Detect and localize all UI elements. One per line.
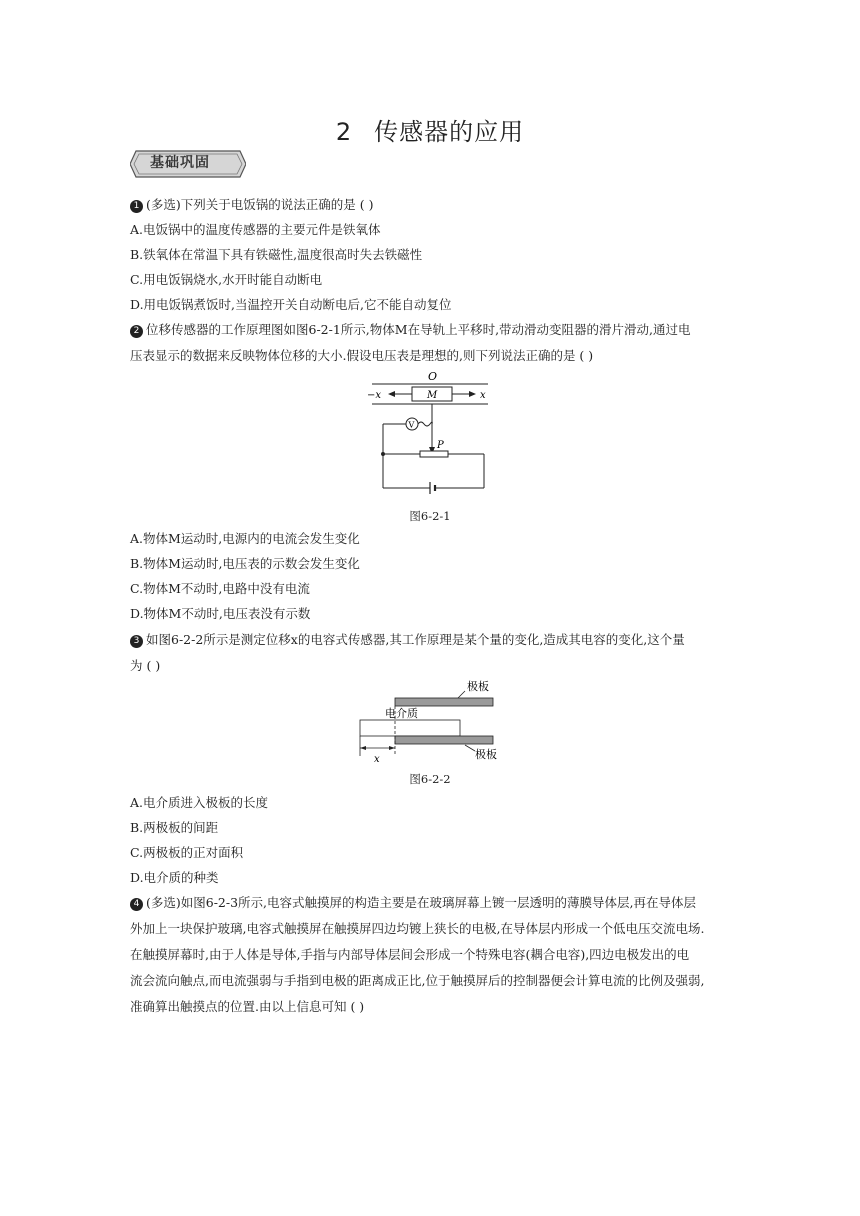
arrow-right-head (469, 391, 476, 397)
section-number: 2 (335, 118, 353, 146)
arrow-left-head (388, 391, 395, 397)
q1-option-c: C.用电饭锅烧水,水开时能自动断电 (130, 272, 323, 287)
section-banner-label: 基础巩固 (150, 155, 210, 171)
figure-6-2-1-caption: 图6-2-1 (409, 509, 451, 523)
question-number-badge: 3 (130, 635, 143, 648)
q4-line4: 流会流向触点,而电流强弱与手指到电极的距离成正比,位于触摸屏后的控制器便会计算电流的比例及强弱, (130, 973, 705, 988)
label-P: P (437, 440, 444, 451)
label-neg-x: −x (367, 390, 382, 401)
page-title (0, 112, 860, 147)
q2-option-c: C.物体M不动时,电路中没有电流 (130, 581, 310, 596)
label-dielectric: 电介质 (385, 707, 418, 720)
label-x: x (480, 390, 486, 401)
label-V: V (408, 420, 415, 430)
label-plate-top: 极板 (467, 680, 489, 693)
q4-line1 (130, 894, 696, 912)
question-number-badge: 2 (130, 325, 143, 338)
q3-option-c: C.两极板的正对面积 (130, 845, 244, 860)
q2-option-b: B.物体M运动时,电压表的示数会发生变化 (130, 556, 360, 571)
q3-stem-text: 如图6-2-2所示是测定位移x的电容式传感器,其工作原理是某个量的变化,造成其电容的变化,这个量 (146, 632, 685, 647)
q3-option-d: D.电介质的种类 (130, 870, 219, 885)
voltmeter-wire (418, 422, 432, 426)
question-number-badge: 4 (130, 898, 143, 911)
q2-stem-line2: 压表显示的数据来反映物体位移的大小.假设电压表是理想的,则下列说法正确的是 ( ) (130, 348, 594, 363)
q1-stem-text: (多选)下列关于电饭锅的说法正确的是 ( ) (146, 197, 374, 212)
q1-stem (130, 196, 373, 214)
rheostat (420, 451, 448, 457)
q1-option-d: D.用电饭锅煮饭时,当温控开关自动断电后,它不能自动复位 (130, 297, 452, 312)
q3-stem-line2: 为 ( ) (130, 658, 161, 673)
q2-option-a: A.物体M运动时,电源内的电流会发生变化 (130, 531, 360, 546)
plate-bottom (395, 736, 493, 744)
figure-6-2-1-position-sensor-circuit (360, 368, 500, 498)
figure-6-2-2-capacitive-sensor (355, 676, 515, 766)
dielectric-slab (360, 720, 460, 736)
label-plate-bottom: 极板 (475, 748, 497, 761)
q3-option-b: B.两极板的间距 (130, 820, 219, 835)
q4-line1-text: (多选)如图6-2-3所示,电容式触摸屏的构造主要是在玻璃屏幕上镀一层透明的薄膜导体层,再在导体层 (146, 895, 697, 910)
q2-stem-text: 位移传感器的工作原理图如图6-2-1所示,物体M在导轨上平移时,带动滑动变阻器的滑片滑动,通过电 (146, 322, 691, 337)
x-arrow-left (360, 746, 366, 750)
label-x: x (374, 754, 380, 765)
plate-top (395, 698, 493, 706)
q2-stem-line1 (130, 321, 691, 339)
q4-line3: 在触摸屏幕时,由于人体是导体,手指与内部导体层间会形成一个特殊电容(耦合电容),四边电极发出的电 (130, 947, 690, 962)
q1-option-b: B.铁氧体在常温下具有铁磁性,温度很高时失去铁磁性 (130, 247, 423, 262)
q4-line5: 准确算出触摸点的位置.由以上信息可知 ( ) (130, 999, 365, 1014)
q2-option-d: D.物体M不动时,电压表没有示数 (130, 606, 311, 621)
section-title: 传感器的应用 (374, 118, 525, 146)
q3-option-a: A.电介质进入极板的长度 (130, 795, 269, 810)
leader-plate-bottom (465, 745, 475, 751)
q1-option-a: A.电饭锅中的温度传感器的主要元件是铁氧体 (130, 222, 381, 237)
q3-stem-line1 (130, 631, 685, 649)
label-M: M (427, 390, 438, 401)
label-O: O (428, 370, 438, 383)
x-arrow-right (389, 746, 395, 750)
figure-6-2-2-caption: 图6-2-2 (409, 772, 451, 786)
question-number-badge: 1 (130, 200, 143, 213)
q4-line2: 外加上一块保护玻璃,电容式触摸屏在触摸屏四边均镀上狭长的电极,在导体层内形成一个低电压交流电场. (130, 921, 705, 936)
